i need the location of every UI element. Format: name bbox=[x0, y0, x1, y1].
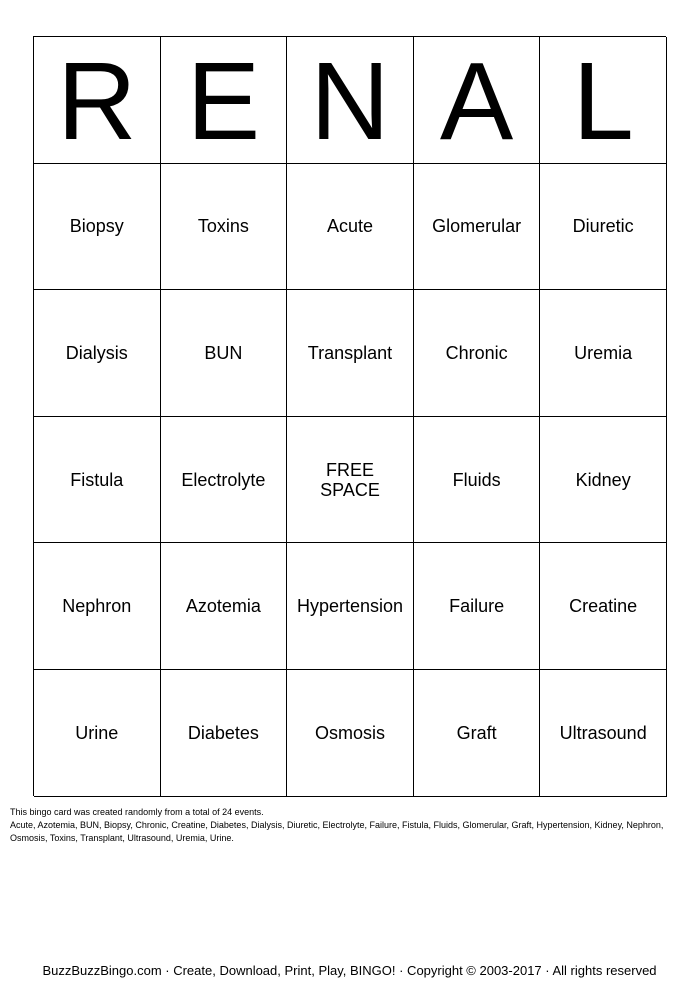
bingo-cell: Azotemia bbox=[161, 543, 288, 670]
footer-copyright: BuzzBuzzBingo.com · Create, Download, Print, Play, BINGO! · Copyright © 2003-2017 · All rights reserved bbox=[42, 963, 657, 978]
bingo-cell: Fistula bbox=[34, 417, 161, 544]
header-letter: L bbox=[540, 37, 667, 164]
header-letter: N bbox=[287, 37, 414, 164]
note-event-list: Acute, Azotemia, BUN, Biopsy, Chronic, Creatine, Diabetes, Dialysis, Diuretic, Electrolyte, Failure, Fistula, Fluids, Glomerular, Graft, Hypertension, Kidney, Nephron, Osmosis, Toxins, Transplant, Ultrasound, Uremia, Urine. bbox=[10, 820, 664, 843]
bingo-cell: Osmosis bbox=[287, 670, 414, 797]
free-space-cell: FREE SPACE bbox=[287, 417, 414, 544]
bingo-cell: Fluids bbox=[414, 417, 541, 544]
bingo-cell: Diuretic bbox=[540, 164, 667, 291]
bingo-cell: Toxins bbox=[161, 164, 288, 291]
bingo-cell: BUN bbox=[161, 290, 288, 417]
bingo-cell: Creatine bbox=[540, 543, 667, 670]
bingo-cell: Kidney bbox=[540, 417, 667, 544]
header-letter: R bbox=[34, 37, 161, 164]
bingo-cell: Failure bbox=[414, 543, 541, 670]
bingo-cell: Ultrasound bbox=[540, 670, 667, 797]
bingo-cell: Transplant bbox=[287, 290, 414, 417]
bingo-card bbox=[33, 36, 666, 796]
bingo-cell: Biopsy bbox=[34, 164, 161, 291]
bingo-cell: Urine bbox=[34, 670, 161, 797]
bingo-cell: Dialysis bbox=[34, 290, 161, 417]
bingo-cell: Glomerular bbox=[414, 164, 541, 291]
bingo-cell: Uremia bbox=[540, 290, 667, 417]
bingo-cell: Graft bbox=[414, 670, 541, 797]
bingo-cell: Nephron bbox=[34, 543, 161, 670]
bingo-cell: Acute bbox=[287, 164, 414, 291]
card-note bbox=[10, 806, 690, 845]
bingo-cell: Electrolyte bbox=[161, 417, 288, 544]
bingo-cell: Hypertension bbox=[287, 543, 414, 670]
header-letter: A bbox=[414, 37, 541, 164]
note-summary: This bingo card was created randomly from a total of 24 events. bbox=[10, 807, 264, 817]
bingo-cell: Chronic bbox=[414, 290, 541, 417]
bingo-cell: Diabetes bbox=[161, 670, 288, 797]
header-letter: E bbox=[161, 37, 288, 164]
